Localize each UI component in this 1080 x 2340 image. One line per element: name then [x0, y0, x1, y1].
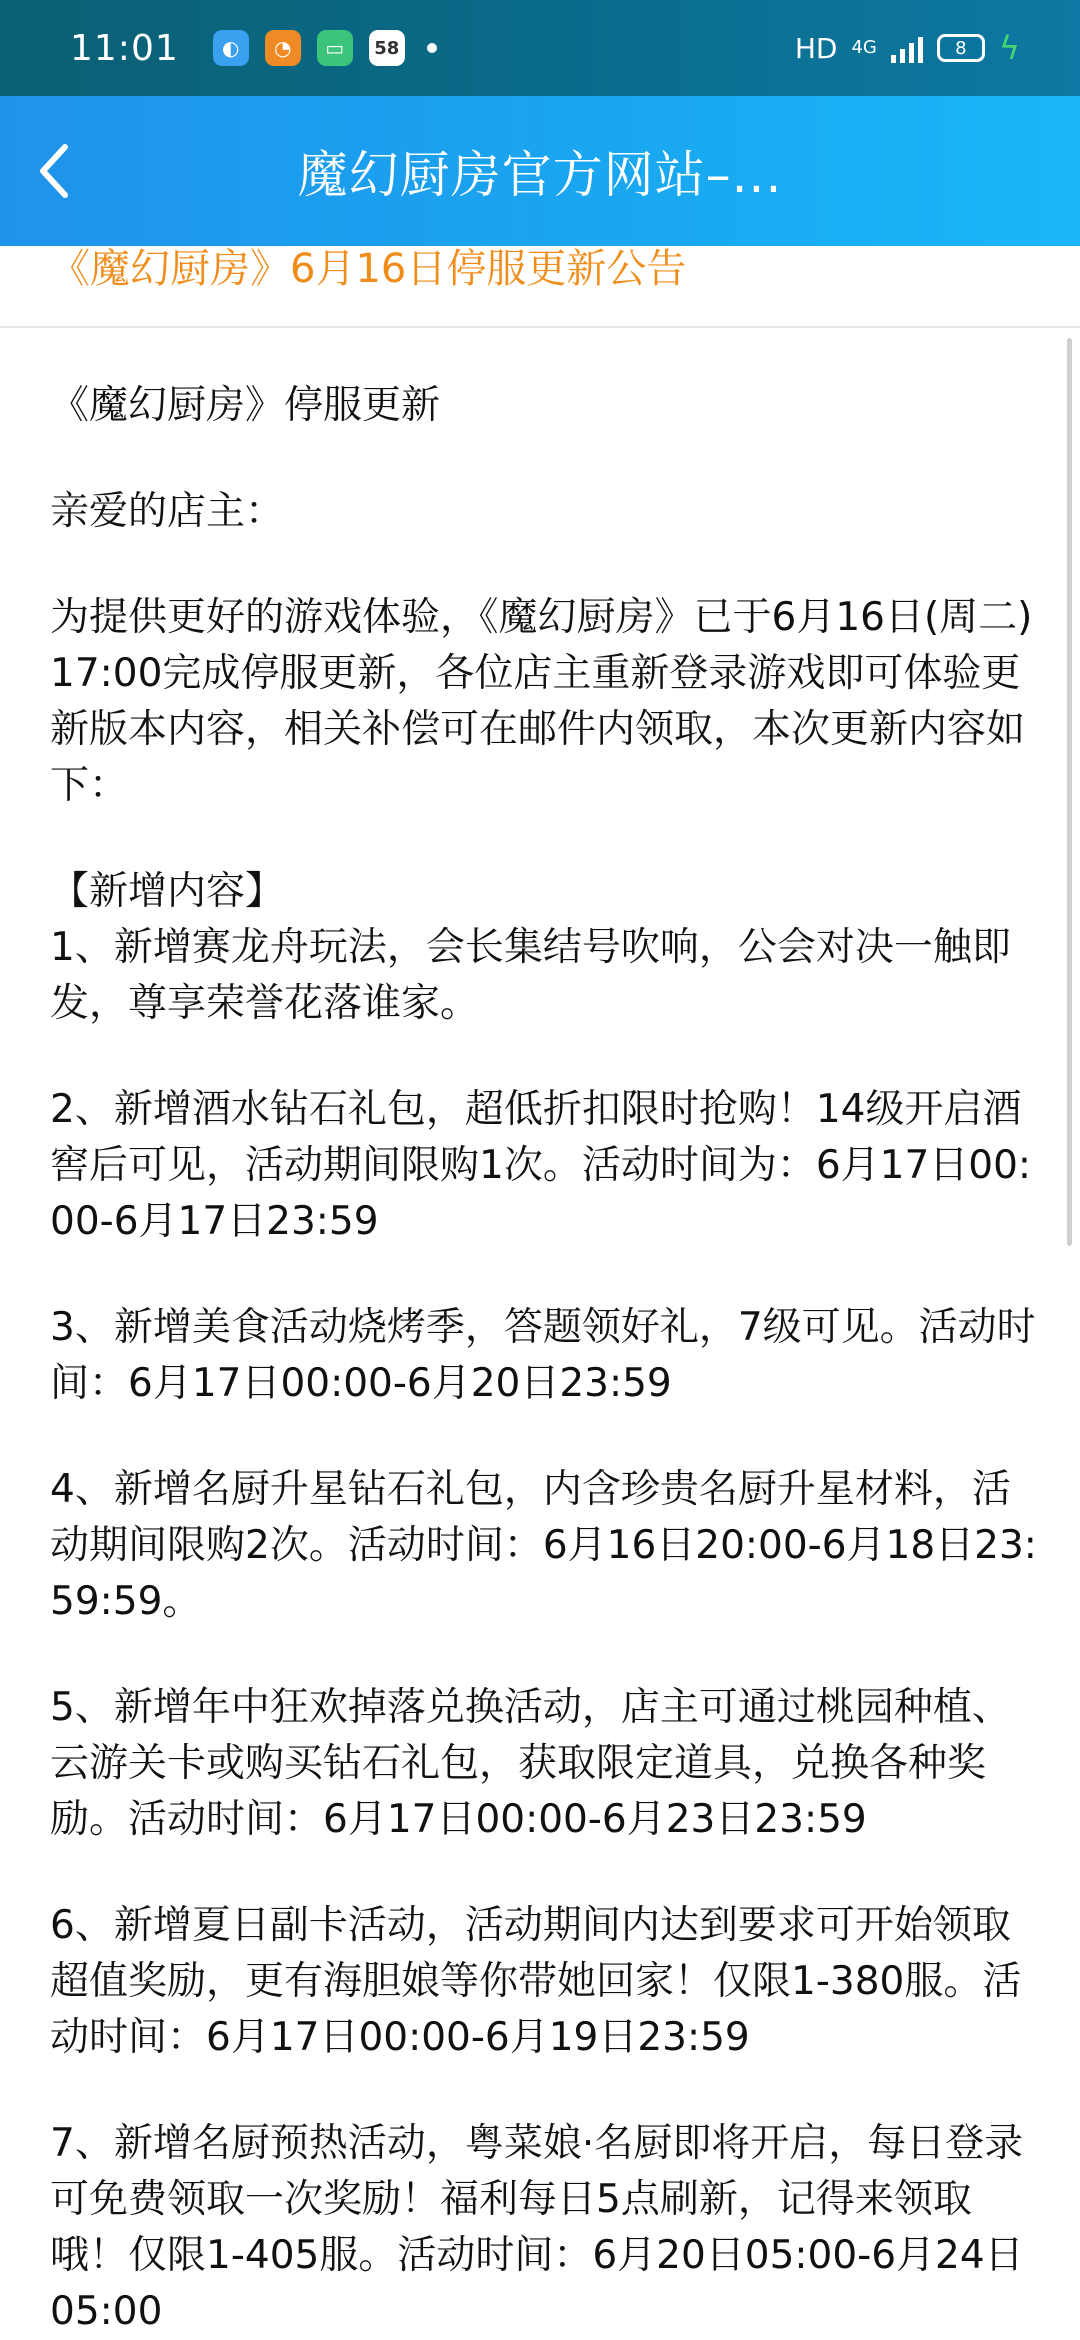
charging-icon: ϟ: [998, 29, 1020, 67]
list-item: 7、新增名厨预热活动，粤菜娘·名厨即将开启，每日登录可免费领取一次奖励！福利每日5点刷新，记得来领取哦！仅限1-405服。活动时间：6月20日05:00-6月24日05:00: [50, 2121, 1024, 2334]
article-content[interactable]: [0, 328, 1080, 2340]
list-item: 2、新增酒水钻石礼包，超低折扣限时抢购！14级开启酒窖后可见，活动期间限购1次。活动时间为：6月17日00:00-6月17日23:59: [50, 1087, 1032, 1244]
network-type-label: 4G: [851, 37, 877, 58]
message-icon: ▭: [317, 30, 353, 66]
article-title[interactable]: 《魔幻厨房》6月16日停服更新公告: [50, 246, 687, 292]
signal-icon: [891, 33, 923, 63]
hd-label: HD: [794, 31, 838, 65]
article-header: [0, 246, 1080, 328]
battery-level: 8: [955, 37, 967, 59]
uc-icon: ◔: [265, 30, 301, 66]
list-item: 1、新增赛龙舟玩法，会长集结号吹响，公会对决一触即发，尊享荣誉花落谁家。: [50, 925, 1011, 1026]
paragraph-intro: 为提供更好的游戏体验，《魔幻厨房》已于6月16日(周二)17:00完成停服更新，各位店主重新登录游戏即可体验更新版本内容，相关补偿可在邮件内领取，本次更新内容如下：: [50, 595, 1033, 808]
chevron-left-icon: [35, 141, 75, 201]
page-title: 魔幻厨房官方网站–...: [297, 146, 783, 204]
58-icon: 58: [369, 30, 405, 66]
scrollbar[interactable]: [1067, 338, 1072, 1246]
status-bar: [0, 0, 1080, 96]
notification-dot-icon: [427, 43, 437, 53]
list-item: 6、新增夏日副卡活动，活动期间内达到要求可开始领取超值奖励，更有海胆娘等你带她回家！仅限1-380服。活动时间：6月17日00:00-6月19日23:59: [50, 1903, 1022, 2060]
browser-icon: ◐: [213, 30, 249, 66]
battery-icon: [937, 34, 985, 62]
section-heading-new-content: 【新增内容】: [50, 869, 285, 914]
status-time: 11:01: [70, 27, 179, 69]
paragraph-heading: 《魔幻厨房》停服更新: [50, 383, 441, 428]
status-right: [794, 29, 1020, 67]
title-bar: [0, 96, 1080, 246]
list-item: 5、新增年中狂欢掉落兑换活动，店主可通过桃园种植、云游关卡或购买钻石礼包，获取限定道具，兑换各种奖励。活动时间：6月17日00:00-6月23日23:59: [50, 1685, 1011, 1842]
paragraph-greeting: 亲爱的店主：: [50, 489, 285, 534]
list-item: 3、新增美食活动烧烤季，答题领好礼，7级可见。活动时间：6月17日00:00-6月20日23:59: [50, 1305, 1036, 1406]
back-button[interactable]: [20, 136, 90, 206]
list-item: 4、新增名厨升星钻石礼包，内含珍贵名厨升星材料，活动期间限购2次。活动时间：6月16日20:00-6月18日23:59:59。: [50, 1467, 1037, 1624]
